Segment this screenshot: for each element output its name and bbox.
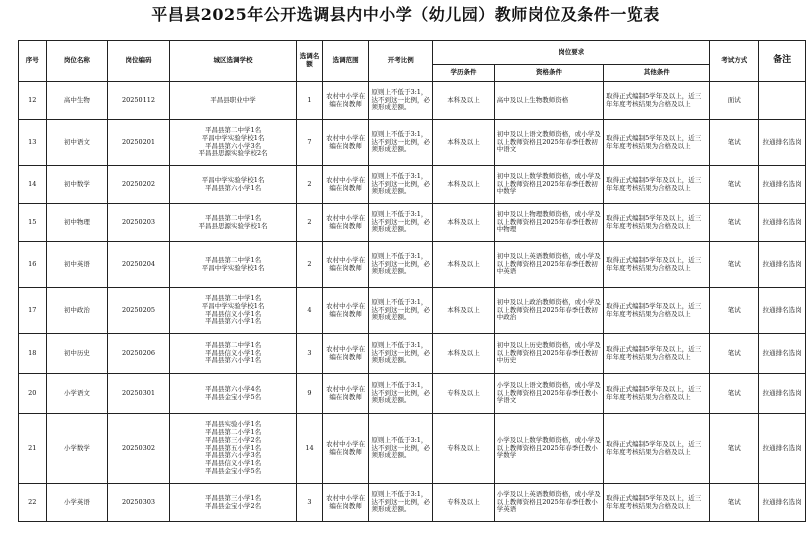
cell-post-name: 初中语文: [46, 120, 108, 166]
cell-note: 拉通排名选岗: [759, 414, 806, 484]
cell-seq: 16: [19, 242, 47, 288]
cell-exam: 笔试: [710, 374, 759, 414]
cell-count: 7: [297, 120, 322, 166]
cell-exam: 面试: [710, 82, 759, 120]
cell-post-name: 小学语文: [46, 374, 108, 414]
cell-schools: [169, 166, 296, 204]
cell-seq: 15: [19, 204, 47, 242]
cell-schools: [169, 414, 296, 484]
cell-scope: 农村中小学在编在岗教师: [322, 120, 369, 166]
school-entry: 平昌县第二中学1名: [204, 293, 262, 302]
header-qual: 资格条件: [494, 65, 603, 82]
cell-exam: 笔试: [710, 484, 759, 522]
school-entry: 平昌中学实验学校1名: [201, 175, 265, 184]
school-entry: 平昌县第三小学1名: [204, 493, 262, 502]
cell-other: 取得正式编制5学年及以上，近三年年度考核结果为合格及以上: [604, 288, 710, 334]
table-row: [19, 166, 806, 204]
cell-qual: 初中及以上英语教师资格，或小学及以上教师资格且2025年春季任教初中英语: [494, 242, 603, 288]
cell-exam: 笔试: [710, 242, 759, 288]
page-title: 平昌县2025年公开选调县内中小学（幼儿园）教师岗位及条件一览表: [151, 5, 660, 24]
cell-count: 9: [297, 374, 322, 414]
cell-schools: [169, 334, 296, 374]
header-count: 选调名额: [297, 41, 322, 82]
cell-exam: 笔试: [710, 414, 759, 484]
cell-count: 4: [297, 288, 322, 334]
cell-seq: 12: [19, 82, 47, 120]
cell-ratio: 原则上不低于3:1，达不到这一比例，必须形成差额。: [369, 374, 433, 414]
header-post-name: 岗位名称: [46, 41, 108, 82]
cell-exam: 笔试: [710, 334, 759, 374]
cell-other: 取得正式编制5学年及以上，近三年年度考核结果为合格及以上: [604, 120, 710, 166]
cell-ratio: 原则上不低于3:1，达不到这一比例，必须形成差额。: [369, 414, 433, 484]
school-entry: 平昌县第六小学4名: [204, 384, 262, 393]
table-body: [19, 82, 806, 522]
cell-scope: 农村中小学在编在岗教师: [322, 82, 369, 120]
cell-post-name: 小学数学: [46, 414, 108, 484]
table-row: [19, 484, 806, 522]
cell-schools: [169, 484, 296, 522]
school-entry: 平昌县第二小学1名: [204, 428, 262, 436]
cell-schools: [169, 120, 296, 166]
cell-scope: 农村中小学在编在岗教师: [322, 166, 369, 204]
header-seq: 序号: [19, 41, 47, 82]
cell-post-name: 初中数学: [46, 166, 108, 204]
school-entry: 平昌县第六小学1名: [204, 183, 262, 192]
cell-post-code: 20250112: [108, 82, 170, 120]
cell-other: 取得正式编制5学年及以上，近三年年度考核结果为合格及以上: [604, 374, 710, 414]
cell-qual: 小学及以上数学教师资格，或小学及以上教师资格且2025年春季任教小学数学: [494, 414, 603, 484]
cell-post-name: 初中物理: [46, 204, 108, 242]
school-entry: 平昌中学实验学校1名: [201, 263, 265, 272]
cell-count: 14: [297, 414, 322, 484]
cell-scope: 农村中小学在编在岗教师: [322, 242, 369, 288]
cell-count: 2: [297, 242, 322, 288]
cell-edu: 本科及以上: [433, 166, 495, 204]
cell-note: 拉通排名选岗: [759, 204, 806, 242]
school-entry: 平昌县第二中学1名: [204, 340, 262, 349]
cell-other: 取得正式编制5学年及以上，近三年年度考核结果为合格及以上: [604, 166, 710, 204]
cell-scope: 农村中小学在编在岗教师: [322, 414, 369, 484]
cell-post-code: 20250303: [108, 484, 170, 522]
school-entry: 平昌县思源实验学校2名: [198, 149, 268, 158]
cell-qual: 初中及以上历史教师资格，或小学及以上教师资格且2025年春季任教初中历史: [494, 334, 603, 374]
cell-qual: 小学及以上英语教师资格，或小学及以上教师资格且2025年春季任教小学英语: [494, 484, 603, 522]
cell-exam: 笔试: [710, 120, 759, 166]
school-entry: 平昌县实验小学1名: [204, 420, 262, 429]
cell-count: 2: [297, 166, 322, 204]
cell-seq: 21: [19, 414, 47, 484]
cell-note: 拉通排名选岗: [759, 334, 806, 374]
cell-seq: 22: [19, 484, 47, 522]
cell-post-code: 20250203: [108, 204, 170, 242]
school-entry: 平昌县第六小学1名: [204, 317, 262, 326]
cell-scope: 农村中小学在编在岗教师: [322, 484, 369, 522]
school-entry: 平昌县第二中学1名: [204, 125, 262, 134]
cell-post-name: 初中英语: [46, 242, 108, 288]
cell-count: 2: [297, 204, 322, 242]
cell-post-code: 20250205: [108, 288, 170, 334]
school-entry: 平昌县第二中学1名: [204, 255, 262, 264]
cell-note: 拉通排名选岗: [759, 120, 806, 166]
cell-ratio: 原则上不低于3:1，达不到这一比例，必须形成差额。: [369, 288, 433, 334]
cell-scope: 农村中小学在编在岗教师: [322, 334, 369, 374]
cell-seq: 17: [19, 288, 47, 334]
school-entry: 平昌县信义小学1名: [204, 459, 262, 468]
school-entry: 平昌县第六小学3名: [204, 141, 262, 150]
school-entry: 平昌县职业中学: [210, 95, 256, 104]
cell-note: 拉通排名选岗: [759, 242, 806, 288]
cell-ratio: 原则上不低于3:1，达不到这一比例，必须形成差额。: [369, 166, 433, 204]
cell-edu: 本科及以上: [433, 204, 495, 242]
cell-note: 拉通排名选岗: [759, 288, 806, 334]
cell-edu: 本科及以上: [433, 82, 495, 120]
cell-post-code: 20250204: [108, 242, 170, 288]
header-edu: 学历条件: [433, 65, 495, 82]
cell-other: 取得正式编制5学年及以上，近三年年度考核结果为合格及以上: [604, 334, 710, 374]
cell-seq: 18: [19, 334, 47, 374]
cell-edu: 本科及以上: [433, 242, 495, 288]
positions-table: [18, 40, 806, 522]
cell-exam: 笔试: [710, 204, 759, 242]
cell-post-code: 20250206: [108, 334, 170, 374]
cell-post-name: 小学英语: [46, 484, 108, 522]
cell-note: 拉通排名选岗: [759, 484, 806, 522]
cell-other: 取得正式编制5学年及以上，近三年年度考核结果为合格及以上: [604, 414, 710, 484]
school-entry: 平昌县思源实验学校1名: [198, 221, 268, 230]
cell-note: 拉通排名选岗: [759, 166, 806, 204]
header-schools: 城区选调学校: [169, 41, 296, 82]
school-entry: 平昌县金宝小学5名: [204, 392, 262, 401]
table-row: [19, 204, 806, 242]
cell-schools: [169, 204, 296, 242]
cell-edu: 专科及以上: [433, 374, 495, 414]
school-entry: 平昌县信义小学1名: [204, 348, 262, 357]
cell-edu: 专科及以上: [433, 484, 495, 522]
cell-note: 拉通排名选岗: [759, 374, 806, 414]
cell-exam: 笔试: [710, 166, 759, 204]
cell-post-name: 初中历史: [46, 334, 108, 374]
cell-schools: [169, 82, 296, 120]
cell-schools: [169, 242, 296, 288]
header-post-code: 岗位编码: [108, 41, 170, 82]
cell-exam: 笔试: [710, 288, 759, 334]
cell-post-code: 20250301: [108, 374, 170, 414]
cell-post-name: 高中生物: [46, 82, 108, 120]
cell-seq: 14: [19, 166, 47, 204]
cell-qual: 初中及以上政治教师资格，或小学及以上教师资格且2025年春季任教初中政治: [494, 288, 603, 334]
school-entry: 平昌县金宝小学5名: [204, 466, 262, 475]
table-row: [19, 120, 806, 166]
cell-post-code: 20250302: [108, 414, 170, 484]
table-row: [19, 374, 806, 414]
school-entry: 平昌县第五小学1名: [204, 443, 262, 452]
cell-other: 取得正式编制5学年及以上，近三年年度考核结果为合格及以上: [604, 82, 710, 120]
cell-qual: 初中及以上数学教师资格，或小学及以上教师资格且2025年春季任教初中数学: [494, 166, 603, 204]
cell-ratio: 原则上不低于3:1，达不到这一比例，必须形成差额。: [369, 120, 433, 166]
header-exam: 考试方式: [710, 41, 759, 82]
cell-scope: 农村中小学在编在岗教师: [322, 288, 369, 334]
cell-count: 3: [297, 334, 322, 374]
cell-scope: 农村中小学在编在岗教师: [322, 374, 369, 414]
cell-scope: 农村中小学在编在岗教师: [322, 204, 369, 242]
header-note: 备注: [759, 41, 806, 82]
cell-edu: 本科及以上: [433, 288, 495, 334]
school-entry: 平昌中学实验学校1名: [201, 301, 265, 310]
cell-post-code: 20250202: [108, 166, 170, 204]
cell-ratio: 原则上不低于3:1，达不到这一比例，必须形成差额。: [369, 484, 433, 522]
header-other: 其他条件: [604, 65, 710, 82]
header-ratio: 开考比例: [369, 41, 433, 82]
school-entry: 平昌县第六小学3名: [204, 451, 262, 460]
cell-other: 取得正式编制5学年及以上，近三年年度考核结果为合格及以上: [604, 242, 710, 288]
cell-seq: 20: [19, 374, 47, 414]
cell-ratio: 原则上不低于3:1，达不到这一比例，必须形成差额。: [369, 334, 433, 374]
table-row: [19, 288, 806, 334]
cell-other: 取得正式编制5学年及以上，近三年年度考核结果为合格及以上: [604, 204, 710, 242]
cell-ratio: 原则上不低于3:1，达不到这一比例，必须形成差额。: [369, 242, 433, 288]
header-scope: 选调范围: [322, 41, 369, 82]
cell-count: 1: [297, 82, 322, 120]
cell-schools: [169, 374, 296, 414]
table-row: [19, 414, 806, 484]
cell-qual: 高中及以上生物教师资格: [494, 82, 603, 120]
school-entry: 平昌县信义小学1名: [204, 309, 262, 318]
cell-schools: [169, 288, 296, 334]
cell-qual: 初中及以上语文教师资格，或小学及以上教师资格且2025年春季任教初中语文: [494, 120, 603, 166]
school-entry: 平昌县第六小学1名: [204, 356, 262, 365]
header-requirements: 岗位要求: [433, 41, 710, 65]
cell-qual: 初中及以上物理教师资格，或小学及以上教师资格且2025年春季任教初中物理: [494, 204, 603, 242]
school-entry: 平昌县金宝小学2名: [204, 501, 262, 510]
cell-ratio: 原则上不低于3:1，达不到这一比例，必须形成差额。: [369, 204, 433, 242]
table-row: [19, 242, 806, 288]
cell-seq: 13: [19, 120, 47, 166]
cell-post-code: 20250201: [108, 120, 170, 166]
school-entry: 平昌县第二中学1名: [204, 213, 262, 222]
cell-edu: 本科及以上: [433, 120, 495, 166]
cell-ratio: 原则上不低于3:1，达不到这一比例，必须形成差额。: [369, 82, 433, 120]
cell-count: 3: [297, 484, 322, 522]
cell-qual: 小学及以上语文教师资格，或小学及以上教师资格且2025年春季任教小学语文: [494, 374, 603, 414]
school-entry: 平昌县第三小学2名: [204, 435, 262, 444]
cell-post-name: 初中政治: [46, 288, 108, 334]
table-row: [19, 82, 806, 120]
cell-other: 取得正式编制5学年及以上，近三年年度考核结果为合格及以上: [604, 484, 710, 522]
cell-edu: 本科及以上: [433, 334, 495, 374]
school-entry: 平昌中学实验学校1名: [201, 133, 265, 142]
cell-note: [759, 82, 806, 120]
table-row: [19, 334, 806, 374]
cell-edu: 专科及以上: [433, 414, 495, 484]
